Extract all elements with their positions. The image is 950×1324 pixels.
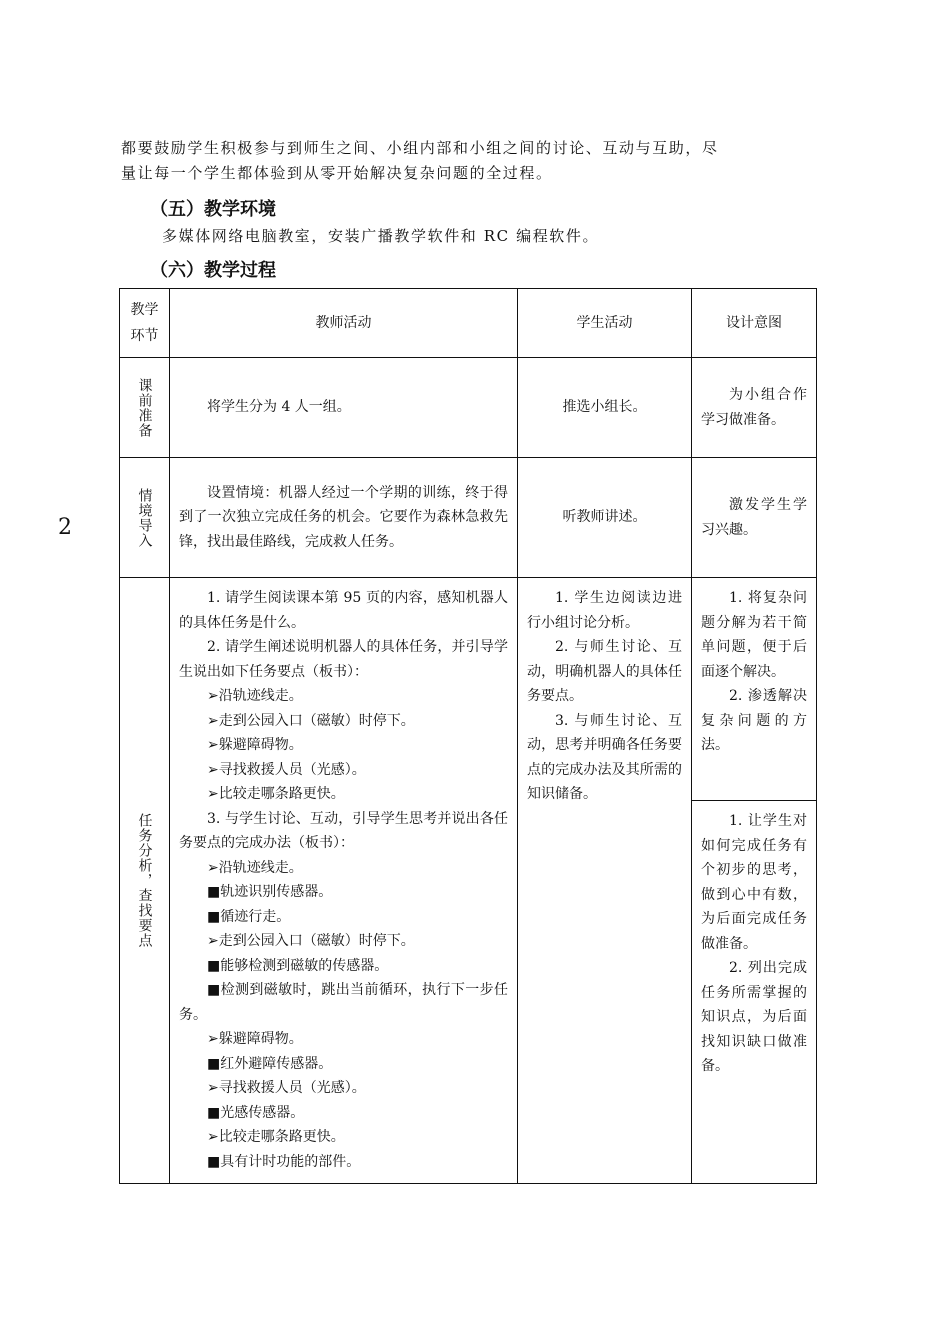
list-item: 1. 将复杂问题分解为若干简单问题，便于后面逐个解决。 [701,590,807,680]
header-design: 设计意图 [692,289,817,358]
teacher-activity: 将学生分为 4 人一组。 [170,358,518,458]
list-item: ■能够检测到磁敏的传感器。 [207,957,389,974]
section-heading-process: （六）教学过程 [150,260,276,281]
list-item: ➢走到公园入口（磁敏）时停下。 [207,933,415,949]
stage-label: 课前准备 [136,377,153,438]
list-item: ➢比较走哪条路更快。 [207,1129,345,1145]
intro-line-1: 都要鼓励学生积极参与到师生之间、小组内部和小组之间的讨论、互动与互助，尽 [121,139,719,157]
table-row [120,578,817,801]
list-item: ➢寻找救援人员（光感）。 [207,1080,366,1096]
table-header-row [120,289,817,358]
stage-label: 情境导入 [136,487,153,548]
environment-text: 多媒体网络电脑教室，安装广播教学软件和 RC 编程软件。 [162,227,600,245]
list-item: ■检测到磁敏时，跳出当前循环，执行下一步任务。 [179,982,508,1023]
list-item: ➢比较走哪条路更快。 [207,786,345,802]
list-item: ■循迹行走。 [207,908,291,925]
list-item: ➢躲避障碍物。 [207,1031,303,1047]
student-activity-list [518,578,692,1184]
stage-label: 任务分析，查找要点 [136,813,153,948]
page-number: 2 [58,515,72,540]
table-row [120,358,817,458]
design-intent: 为小组合作学习做准备。 [692,358,817,458]
teaching-process-table [119,288,817,1184]
list-item: 1. 让学生对如何完成任务有个初步的思考，做到心中有数，为后面完成任务做准备。 [701,813,807,952]
list-item: 1. 请学生阅读课本第 95 页的内容，感知机器人的具体任务是什么。 [179,590,508,631]
header-student: 学生活动 [518,289,692,358]
list-item: ■红外避障传感器。 [207,1055,333,1072]
teacher-activity-list [170,578,518,1184]
list-item: ■具有计时功能的部件。 [207,1153,361,1170]
teacher-activity: 设置情境：机器人经过一个学期的训练，终于得到了一次独立完成任务的机会。它要作为森林急救先锋，找出最佳路线，完成救人任务。 [170,458,518,578]
list-item: 2. 与师生讨论、互动，明确机器人的具体任务要点。 [527,639,682,704]
list-item: ➢走到公园入口（磁敏）时停下。 [207,712,415,729]
list-item: ➢沿轨迹线走。 [207,688,303,704]
student-activity: 听教师讲述。 [518,458,692,578]
table-row [120,458,817,578]
list-item: ➢寻找救援人员（光感）。 [207,761,366,778]
list-item: 2. 渗透解决复杂问题的方法。 [701,688,807,753]
list-item: 1. 学生边阅读边进行小组讨论分析。 [527,590,682,631]
header-teacher: 教师活动 [170,289,518,358]
design-intent-list-2 [692,801,817,1184]
list-item: ➢躲避障碍物。 [207,737,303,753]
list-item: ■轨迹识别传感器。 [207,884,333,900]
design-intent: 激发学生学习兴趣。 [692,458,817,578]
list-item: 2. 请学生阐述说明机器人的具体任务，并引导学生说出如下任务要点（板书）： [179,639,508,680]
list-item: 3. 与学生讨论、互动，引导学生思考并说出各任务要点的完成办法（板书）： [179,810,508,851]
list-item: 3. 与师生讨论、互动，思考并明确各任务要点的完成办法及其所需的知识储备。 [527,712,682,802]
list-item: ■光感传感器。 [207,1104,305,1121]
list-item: ➢沿轨迹线走。 [207,859,303,876]
header-stage: 教学环节 [120,289,170,358]
student-activity: 推选小组长。 [518,358,692,458]
intro-line-2: 量让每一个学生都体验到从零开始解决复杂问题的全过程。 [121,164,553,182]
section-heading-environment: （五）教学环境 [150,199,276,220]
design-intent-list [692,578,817,801]
list-item: 2. 列出完成任务所需掌握的知识点，为后面找知识缺口做准备。 [701,960,807,1074]
